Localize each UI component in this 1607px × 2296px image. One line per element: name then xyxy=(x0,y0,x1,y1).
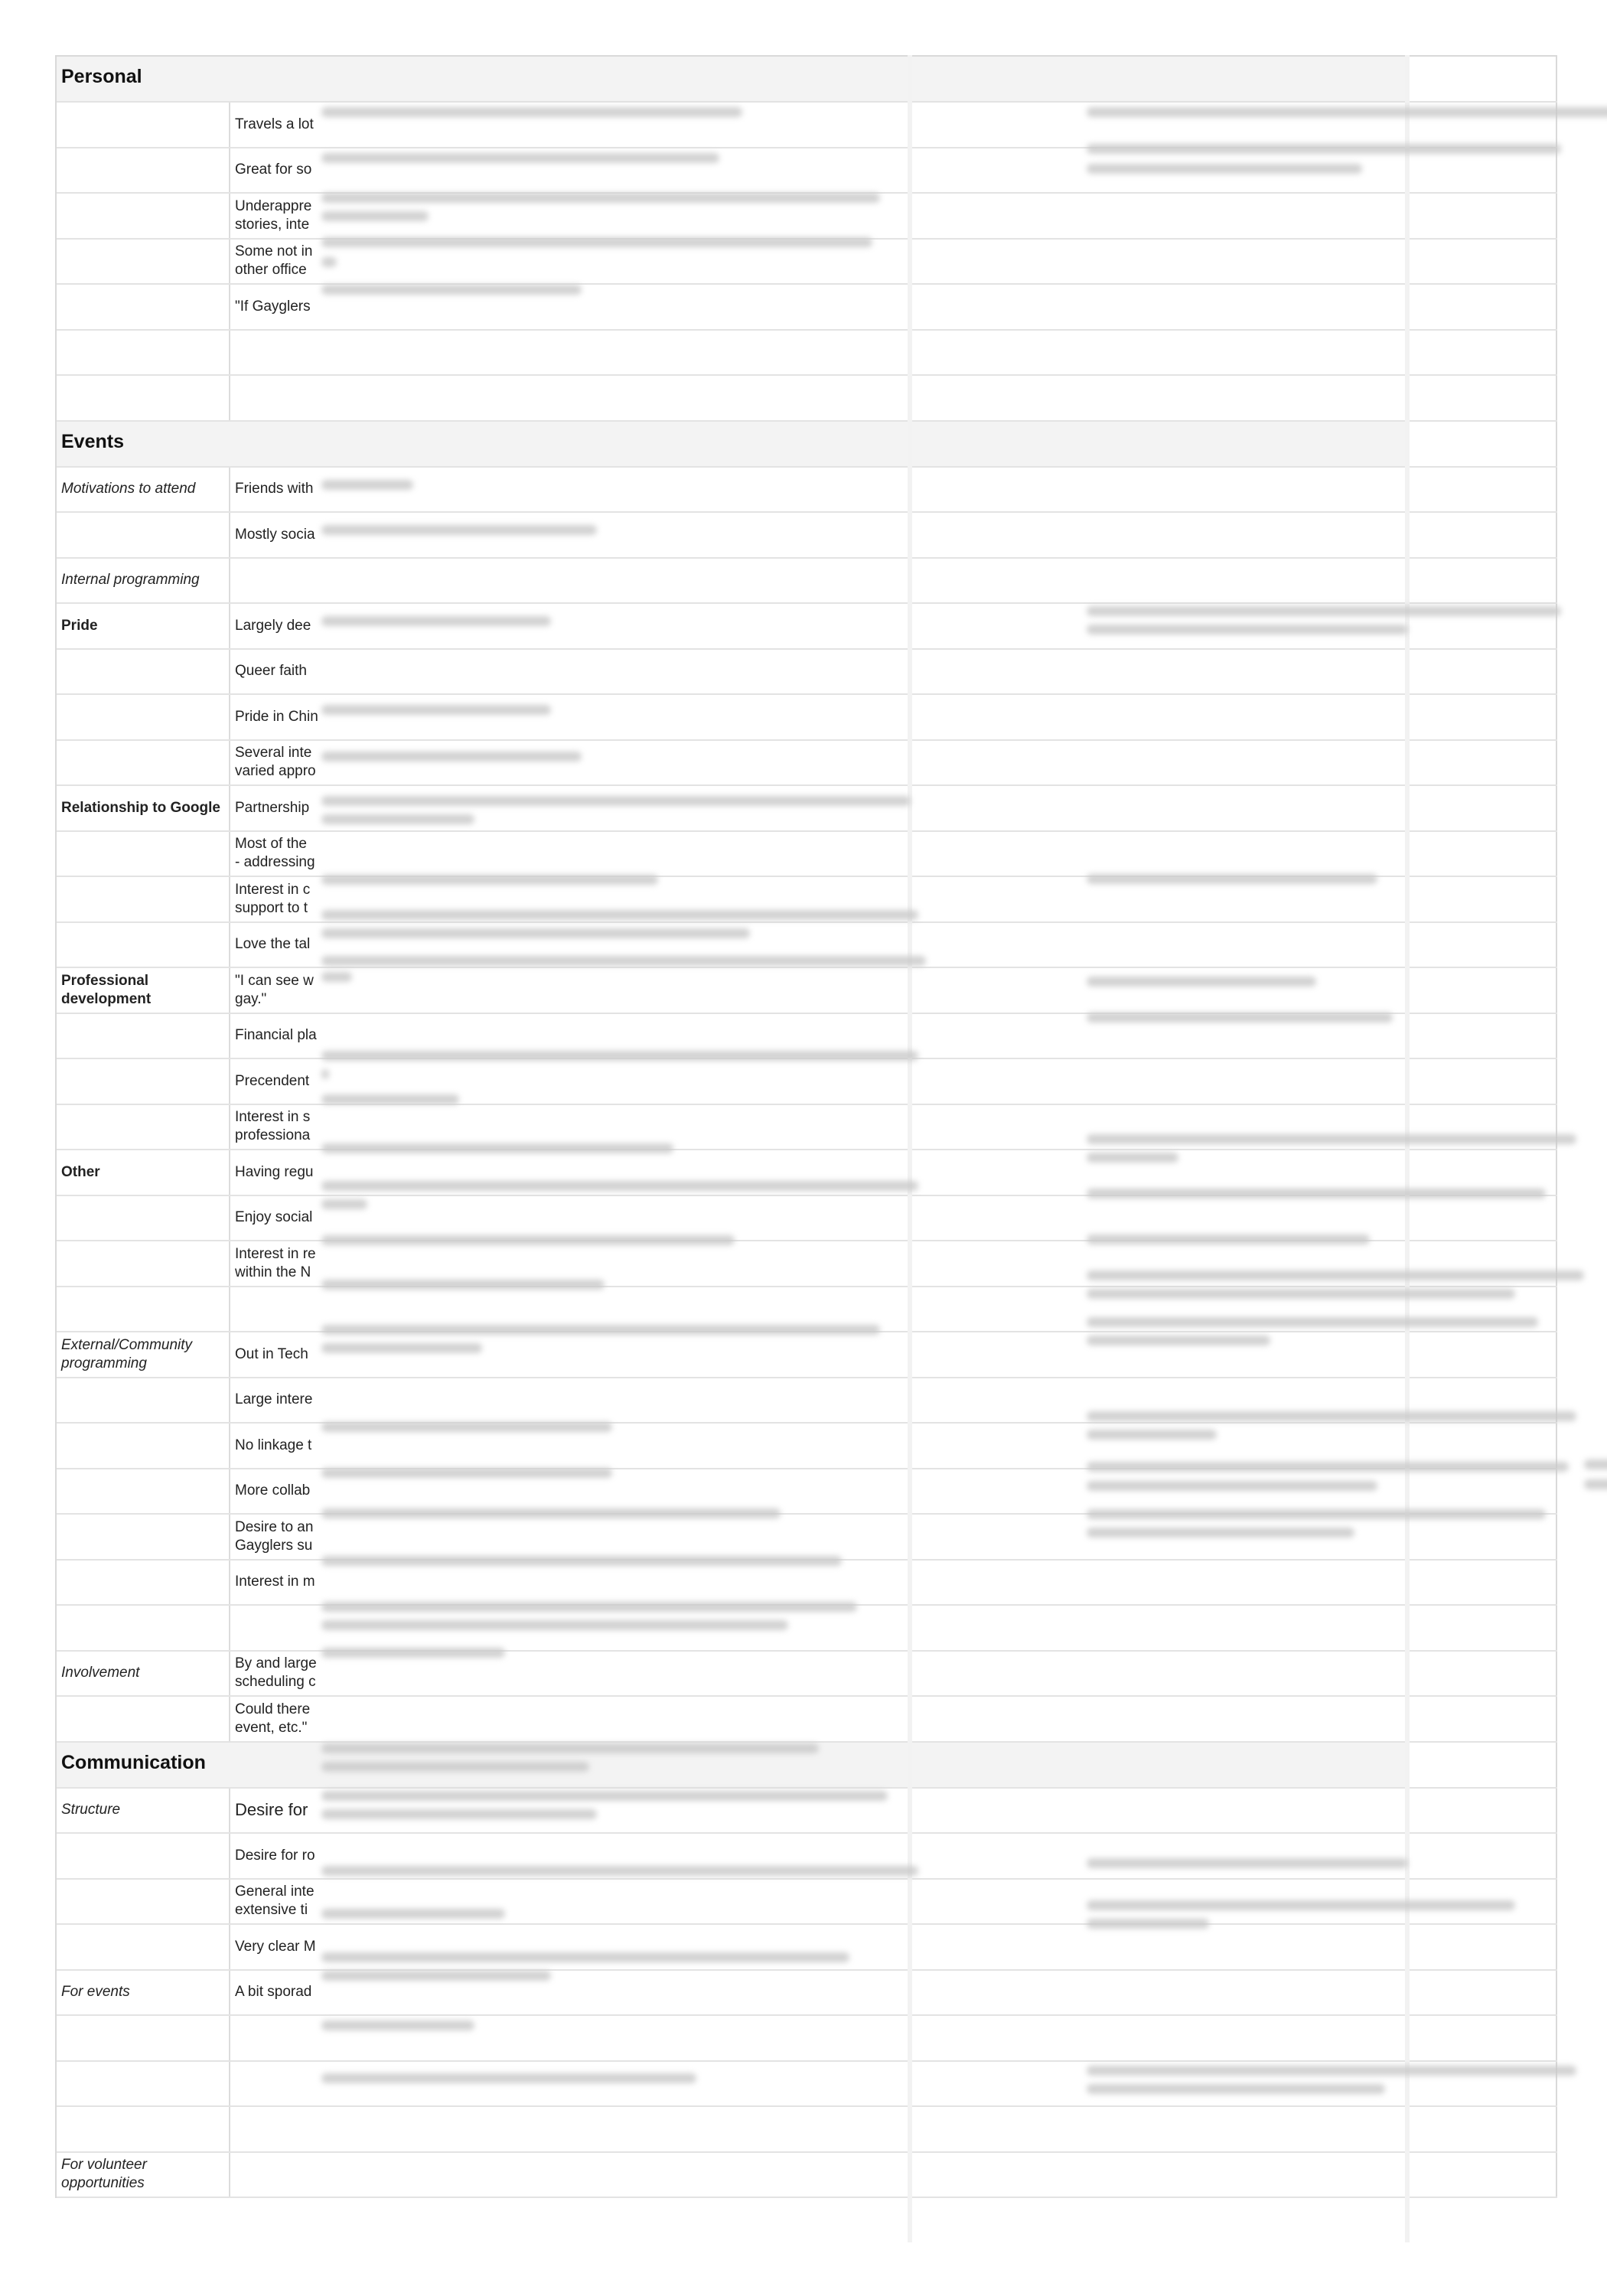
finding-text: Pride in Chin xyxy=(235,708,318,725)
table-row xyxy=(57,2016,1557,2062)
cell-finding[interactable] xyxy=(230,1196,1408,1241)
section-title[interactable]: Personal xyxy=(61,66,142,87)
cell-category[interactable] xyxy=(57,968,230,1013)
cell-extra[interactable] xyxy=(1408,194,1557,238)
cell-extra[interactable] xyxy=(1408,1743,1557,1787)
cell-finding[interactable] xyxy=(230,1561,1408,1605)
table-row xyxy=(57,786,1557,832)
cell-extra[interactable] xyxy=(1408,1606,1557,1650)
cell-category[interactable] xyxy=(57,877,230,921)
cell-finding[interactable] xyxy=(230,240,1408,284)
table-row xyxy=(57,832,1557,878)
section-header-row xyxy=(57,57,1557,103)
section-title[interactable]: Communication xyxy=(61,1751,206,1773)
cell-category[interactable] xyxy=(57,1880,230,1924)
category-label: For events xyxy=(61,1984,130,2001)
finding-text: Out in Tech xyxy=(235,1345,308,1362)
cell-finding[interactable] xyxy=(230,604,1408,648)
finding-text: Interest in s professiona xyxy=(235,1109,311,1144)
cell-extra[interactable] xyxy=(1408,1561,1557,1605)
cell-category[interactable] xyxy=(57,1014,230,1058)
cell-category[interactable] xyxy=(57,1378,230,1423)
cell-category[interactable] xyxy=(57,2107,230,2151)
finding-text: Interest in re within the N xyxy=(235,1245,316,1280)
cell-extra[interactable] xyxy=(1408,1196,1557,1241)
column-divider xyxy=(908,55,912,2242)
section-band xyxy=(57,57,1408,101)
finding-text: More collab xyxy=(235,1482,311,1499)
table-row xyxy=(57,513,1557,559)
finding-text: Travels a lot xyxy=(235,116,314,132)
cell-finding[interactable] xyxy=(230,103,1408,147)
cell-category[interactable] xyxy=(57,1287,230,1332)
cell-category[interactable] xyxy=(57,376,230,420)
table-row xyxy=(57,1287,1557,1333)
cell-finding[interactable] xyxy=(230,1652,1408,1696)
cell-extra[interactable] xyxy=(1408,2107,1557,2151)
cell-extra[interactable] xyxy=(1408,1424,1557,1468)
cell-category[interactable] xyxy=(57,695,230,739)
cell-extra[interactable] xyxy=(1408,1241,1557,1286)
cell-category[interactable] xyxy=(57,1469,230,1514)
cell-category[interactable] xyxy=(57,285,230,329)
table-row xyxy=(57,650,1557,696)
cell-category[interactable] xyxy=(57,559,230,603)
cell-category[interactable] xyxy=(57,650,230,694)
finding-text: Largely dee xyxy=(235,617,311,634)
table-row xyxy=(57,331,1557,377)
cell-finding[interactable] xyxy=(230,376,1408,420)
finding-text: Great for so xyxy=(235,161,312,178)
cell-finding[interactable] xyxy=(230,1697,1408,1741)
finding-text: A bit sporad xyxy=(235,1984,312,2001)
table-row xyxy=(57,1332,1557,1378)
cell-category[interactable] xyxy=(57,786,230,830)
cell-extra[interactable] xyxy=(1408,1652,1557,1696)
cell-finding[interactable] xyxy=(230,1515,1408,1559)
table-row xyxy=(57,2107,1557,2153)
finding-text: Enjoy social xyxy=(235,1209,313,1226)
table-row xyxy=(57,1606,1557,1652)
cell-extra[interactable] xyxy=(1408,877,1557,921)
finding-text: General inte extensive ti xyxy=(235,1883,315,1919)
cell-category[interactable] xyxy=(57,1652,230,1696)
cell-finding[interactable] xyxy=(230,2062,1408,2106)
cell-category[interactable] xyxy=(57,923,230,967)
finding-text: Having regu xyxy=(235,1163,314,1180)
cell-extra[interactable] xyxy=(1408,2062,1557,2106)
finding-text: Precendent xyxy=(235,1072,310,1089)
finding-text: Mostly socia xyxy=(235,526,315,543)
finding-text: Friends with xyxy=(235,481,314,497)
cell-finding[interactable] xyxy=(230,923,1408,967)
finding-text: Desire to an Gayglers su xyxy=(235,1518,314,1554)
section-title[interactable]: Events xyxy=(61,430,124,452)
cell-extra[interactable] xyxy=(1408,1971,1557,2015)
cell-finding[interactable] xyxy=(230,1059,1408,1104)
cell-category[interactable] xyxy=(57,1834,230,1878)
cell-category[interactable] xyxy=(57,1424,230,1468)
table-row xyxy=(57,1880,1557,1926)
category-label: Motivations to attend xyxy=(61,481,196,497)
cell-category[interactable] xyxy=(57,1515,230,1559)
cell-finding[interactable] xyxy=(230,194,1408,238)
table-row xyxy=(57,240,1557,285)
cell-finding[interactable] xyxy=(230,148,1408,193)
finding-text: Desire for xyxy=(235,1800,308,1820)
finding-text: Financial pla xyxy=(235,1027,317,1044)
cell-extra[interactable] xyxy=(1408,786,1557,830)
table-row xyxy=(57,1697,1557,1743)
table-row xyxy=(57,741,1557,787)
finding-text: "I can see w gay." xyxy=(235,972,314,1007)
table-row xyxy=(57,1150,1557,1196)
cell-finding[interactable] xyxy=(230,331,1408,375)
cell-finding[interactable] xyxy=(230,1606,1408,1650)
cell-category[interactable] xyxy=(57,148,230,193)
table-row xyxy=(57,1241,1557,1287)
cell-extra[interactable] xyxy=(1408,148,1557,193)
table-row xyxy=(57,1196,1557,1242)
cell-category[interactable] xyxy=(57,1059,230,1104)
cell-extra[interactable] xyxy=(1408,1059,1557,1104)
finding-text: Several inte varied appro xyxy=(235,745,316,780)
finding-text: Queer faith xyxy=(235,663,307,680)
table-row xyxy=(57,559,1557,605)
category-label: Pride xyxy=(61,617,98,634)
cell-extra[interactable] xyxy=(1408,1378,1557,1423)
table-row xyxy=(57,1469,1557,1515)
table-row xyxy=(57,1424,1557,1469)
cell-category[interactable] xyxy=(57,194,230,238)
cell-finding[interactable] xyxy=(230,968,1408,1013)
cell-category[interactable] xyxy=(57,331,230,375)
finding-text: Most of the - addressing xyxy=(235,836,315,871)
cell-category[interactable] xyxy=(57,513,230,557)
cell-extra[interactable] xyxy=(1408,1105,1557,1150)
table-row xyxy=(57,285,1557,331)
cell-category[interactable] xyxy=(57,1105,230,1150)
cell-finding[interactable] xyxy=(230,1150,1408,1195)
table-row xyxy=(57,1789,1557,1835)
table-row xyxy=(57,695,1557,741)
table-row xyxy=(57,1515,1557,1561)
cell-category[interactable] xyxy=(57,1332,230,1377)
table-row xyxy=(57,2062,1557,2108)
finding-text: Love the tal xyxy=(235,936,311,953)
table-row xyxy=(57,1834,1557,1880)
finding-text: Some not in other office xyxy=(235,243,313,279)
redacted-text-bar xyxy=(1584,1459,1607,1469)
finding-text: Interest in m xyxy=(235,1574,315,1590)
finding-text: Interest in c support to t xyxy=(235,881,311,916)
category-label: Other xyxy=(61,1163,100,1180)
cell-category[interactable] xyxy=(57,741,230,785)
cell-category[interactable] xyxy=(57,2062,230,2106)
category-label: Professional development xyxy=(61,972,152,1007)
cell-finding[interactable] xyxy=(230,2016,1408,2060)
section-header-row xyxy=(57,1743,1557,1789)
cell-category[interactable] xyxy=(57,604,230,648)
cell-category[interactable] xyxy=(57,2153,230,2197)
cell-extra[interactable] xyxy=(1408,968,1557,1013)
cell-extra[interactable] xyxy=(1408,1150,1557,1195)
cell-extra[interactable] xyxy=(1408,57,1557,101)
spreadsheet xyxy=(55,55,1557,2198)
cell-finding[interactable] xyxy=(230,1925,1408,1969)
cell-finding[interactable] xyxy=(230,1971,1408,2015)
table-row xyxy=(57,1971,1557,2017)
cell-extra[interactable] xyxy=(1408,1515,1557,1559)
category-label: Relationship to Google xyxy=(61,799,220,816)
cell-finding[interactable] xyxy=(230,877,1408,921)
finding-text: Desire for ro xyxy=(235,1847,315,1864)
table-row xyxy=(57,2153,1557,2199)
cell-finding[interactable] xyxy=(230,1378,1408,1423)
cell-finding[interactable] xyxy=(230,2153,1408,2197)
cell-finding[interactable] xyxy=(230,695,1408,739)
cell-finding[interactable] xyxy=(230,1287,1408,1332)
category-label: Structure xyxy=(61,1802,121,1818)
cell-extra[interactable] xyxy=(1408,468,1557,512)
cell-finding[interactable] xyxy=(230,1834,1408,1878)
cell-finding[interactable] xyxy=(230,1241,1408,1286)
table-row xyxy=(57,103,1557,148)
cell-category[interactable] xyxy=(57,1971,230,2015)
cell-extra[interactable] xyxy=(1408,376,1557,420)
section-band xyxy=(57,422,1408,466)
cell-category[interactable] xyxy=(57,1196,230,1241)
cell-finding[interactable] xyxy=(230,559,1408,603)
table-row xyxy=(57,1561,1557,1606)
cell-finding[interactable] xyxy=(230,2107,1408,2151)
cell-extra[interactable] xyxy=(1408,1789,1557,1833)
category-label: Involvement xyxy=(61,1665,140,1681)
cell-category[interactable] xyxy=(57,1150,230,1195)
cell-extra[interactable] xyxy=(1408,832,1557,876)
table-row xyxy=(57,468,1557,514)
cell-finding[interactable] xyxy=(230,786,1408,830)
cell-finding[interactable] xyxy=(230,1469,1408,1514)
cell-category[interactable] xyxy=(57,1789,230,1833)
cell-finding[interactable] xyxy=(230,1332,1408,1377)
finding-text: "If Gayglers xyxy=(235,298,311,315)
cell-finding[interactable] xyxy=(230,468,1408,512)
section-header-row xyxy=(57,422,1557,468)
cell-extra[interactable] xyxy=(1408,1834,1557,1878)
cell-category[interactable] xyxy=(57,1606,230,1650)
cell-category[interactable] xyxy=(57,832,230,876)
cell-finding[interactable] xyxy=(230,285,1408,329)
redacted-text-bar xyxy=(1584,1479,1607,1489)
table-row xyxy=(57,877,1557,923)
cell-extra[interactable] xyxy=(1408,1880,1557,1924)
table-row xyxy=(57,1378,1557,1424)
cell-extra[interactable] xyxy=(1408,285,1557,329)
cell-extra[interactable] xyxy=(1408,331,1557,375)
cell-finding[interactable] xyxy=(230,832,1408,876)
table-row xyxy=(57,1925,1557,1971)
cell-finding[interactable] xyxy=(230,741,1408,785)
cell-extra[interactable] xyxy=(1408,240,1557,284)
cell-extra[interactable] xyxy=(1408,1469,1557,1514)
cell-category[interactable] xyxy=(57,1925,230,1969)
cell-finding[interactable] xyxy=(230,1014,1408,1058)
cell-finding[interactable] xyxy=(230,650,1408,694)
cell-extra[interactable] xyxy=(1408,695,1557,739)
category-label: For volunteer opportunities xyxy=(61,2157,147,2192)
cell-extra[interactable] xyxy=(1408,650,1557,694)
cell-extra[interactable] xyxy=(1408,1697,1557,1741)
table-row xyxy=(57,194,1557,240)
table-row xyxy=(57,148,1557,194)
cell-finding[interactable] xyxy=(230,1880,1408,1924)
cell-extra[interactable] xyxy=(1408,2153,1557,2197)
section-band xyxy=(57,1743,1408,1787)
cell-category[interactable] xyxy=(57,103,230,147)
finding-text: Could there event, etc." xyxy=(235,1701,311,1736)
finding-text: Underappre stories, inte xyxy=(235,197,312,233)
cell-category[interactable] xyxy=(57,2016,230,2060)
cell-finding[interactable] xyxy=(230,1424,1408,1468)
cell-category[interactable] xyxy=(57,468,230,512)
finding-text: By and large scheduling c xyxy=(235,1655,317,1691)
cell-finding[interactable] xyxy=(230,1105,1408,1150)
cell-category[interactable] xyxy=(57,1561,230,1605)
table-row xyxy=(57,604,1557,650)
cell-extra[interactable] xyxy=(1408,422,1557,466)
cell-finding[interactable] xyxy=(230,513,1408,557)
table-row xyxy=(57,923,1557,969)
cell-finding[interactable] xyxy=(230,1789,1408,1833)
finding-text: No linkage t xyxy=(235,1437,312,1453)
cell-extra[interactable] xyxy=(1408,1332,1557,1377)
category-label: Internal programming xyxy=(61,572,200,589)
cell-category[interactable] xyxy=(57,1697,230,1741)
column-divider xyxy=(1405,55,1410,2242)
cell-extra[interactable] xyxy=(1408,604,1557,648)
cell-extra[interactable] xyxy=(1408,1925,1557,1969)
cell-extra[interactable] xyxy=(1408,741,1557,785)
cell-extra[interactable] xyxy=(1408,103,1557,147)
cell-extra[interactable] xyxy=(1408,513,1557,557)
cell-extra[interactable] xyxy=(1408,1014,1557,1058)
cell-extra[interactable] xyxy=(1408,923,1557,967)
cell-extra[interactable] xyxy=(1408,2016,1557,2060)
cell-category[interactable] xyxy=(57,240,230,284)
table-row xyxy=(57,1059,1557,1105)
table-row xyxy=(57,376,1557,422)
table-row xyxy=(57,968,1557,1014)
finding-text: Partnership xyxy=(235,799,310,816)
cell-extra[interactable] xyxy=(1408,559,1557,603)
table-row xyxy=(57,1105,1557,1151)
category-label: External/Community programming xyxy=(61,1336,193,1371)
cell-extra[interactable] xyxy=(1408,1287,1557,1332)
finding-text: Large intere xyxy=(235,1391,313,1408)
finding-text: Very clear M xyxy=(235,1938,316,1955)
cell-category[interactable] xyxy=(57,1241,230,1286)
table-row xyxy=(57,1652,1557,1698)
table-row xyxy=(57,1014,1557,1060)
